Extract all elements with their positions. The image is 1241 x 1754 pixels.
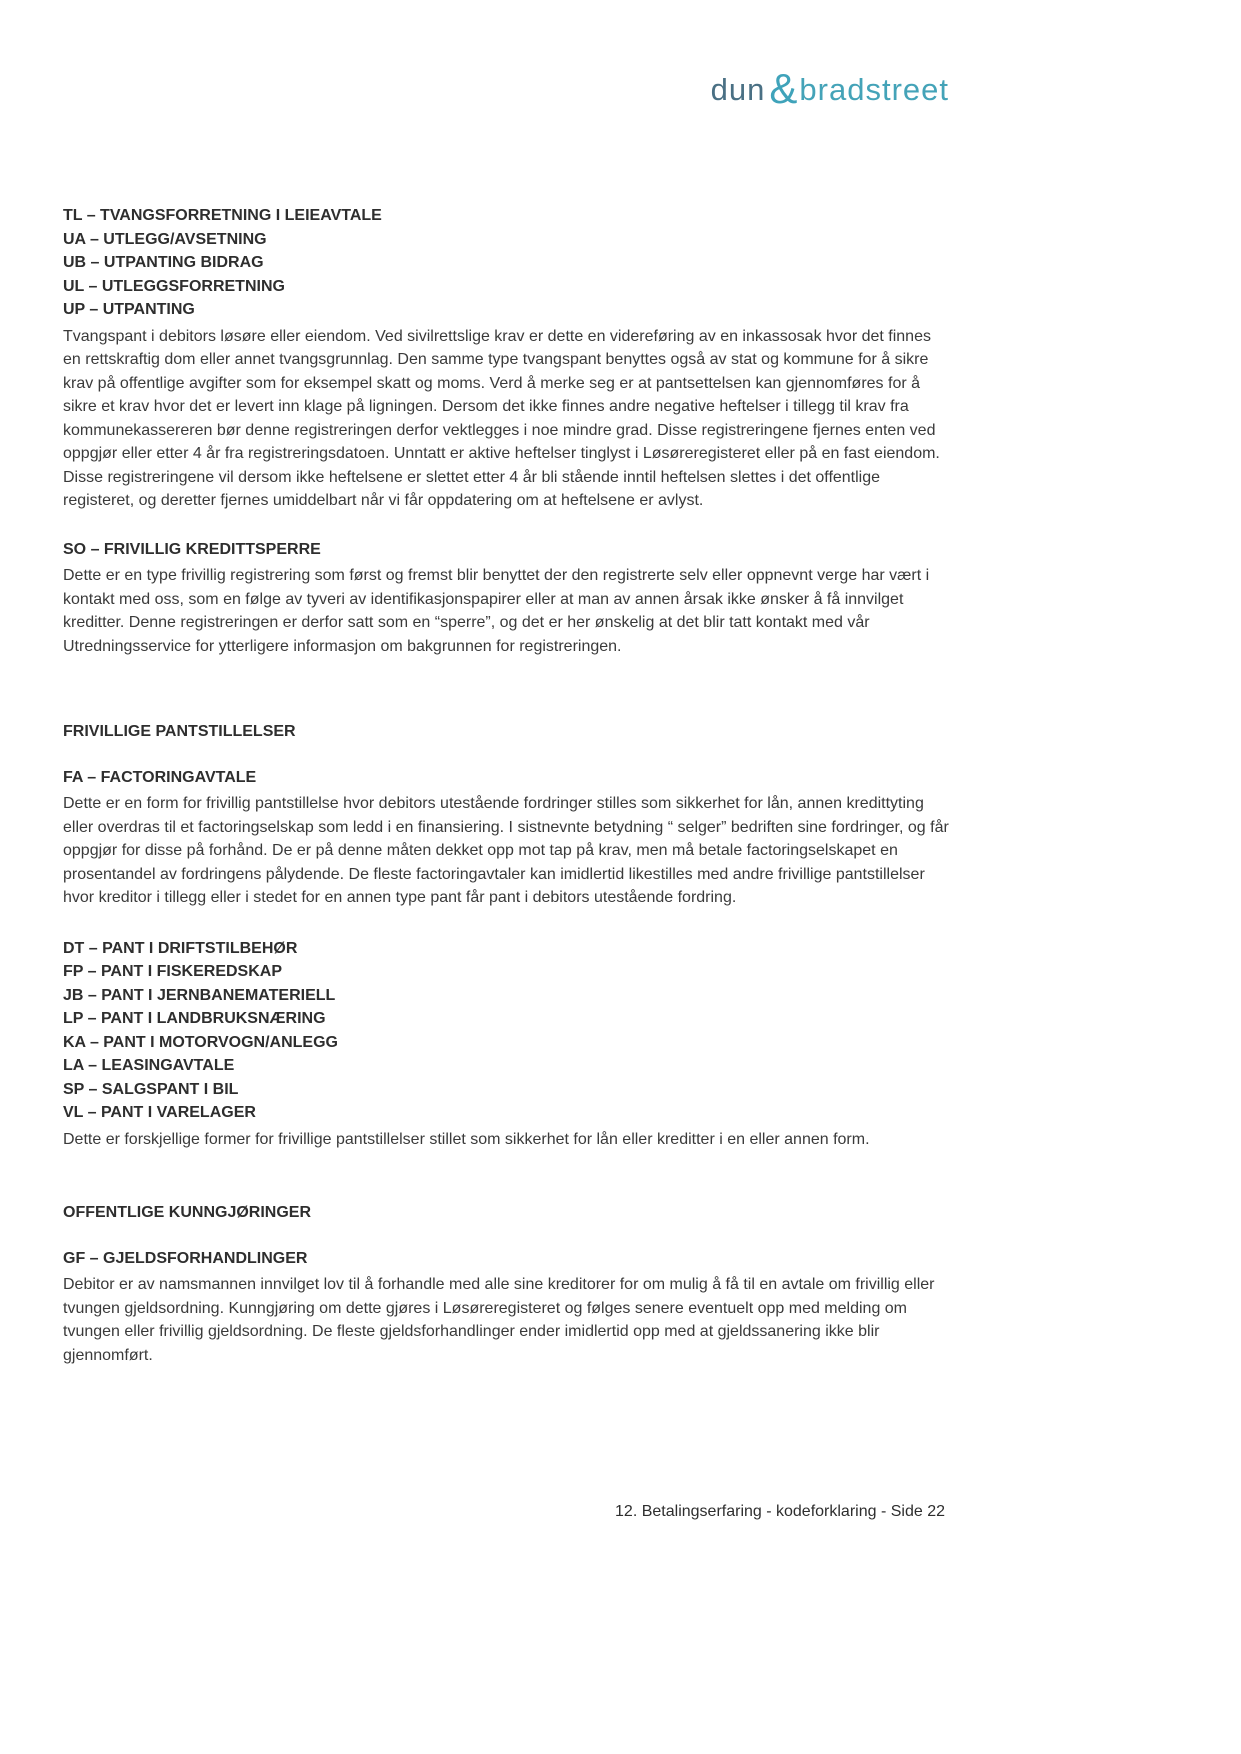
section-title-frivillige-pantstillelser: FRIVILLIGE PANTSTILLELSER (63, 723, 296, 740)
section-kredittsperre (63, 538, 951, 659)
code-heading-dt: DT – PANT I DRIFTSTILBEHØR (63, 939, 298, 957)
code-heading-up: UP – UTPANTING (63, 301, 195, 318)
section-tvangsforretninger (63, 204, 951, 513)
code-heading-la: LA – LEASINGAVTALE (63, 1057, 235, 1074)
paragraph-gjeldsforhandlinger: Debitor er av namsmannen innvilget lov til å forhandle med alle sine kreditorer for om mulig å få til en avtale om frivillig eller tvungen gjeldsordning. Kunngjøring om dette gjøres i Løsøreregisteret og følges senere eventuelt opp med melding om tvungen eller frivillig gjeldsordning. De fleste gjeldsforhandlinger ender imidlertid opp med at gjeldssanering ikke blir gjennomført. (63, 1276, 935, 1364)
code-heading-lp: LP – PANT I LANDBRUKSNÆRING (63, 1010, 326, 1027)
code-heading-ul: UL – UTLEGGSFORRETNING (63, 277, 285, 295)
logo-bradstreet-text: bradstreet (799, 72, 949, 107)
logo-dun-text: dun (710, 72, 766, 107)
code-heading-ua: UA – UTLEGG/AVSETNING (63, 230, 267, 248)
code-heading-fa: FA – FACTORINGAVTALE (63, 768, 257, 786)
code-heading-tl: TL – TVANGSFORRETNING I LEIEAVTALE (63, 207, 382, 224)
section-title-offentlige-kunngjoringer: OFFENTLIGE KUNNGJØRINGER (63, 1204, 312, 1221)
section-gjeldsforhandlinger (63, 1247, 951, 1368)
dun-bradstreet-logo (710, 65, 949, 112)
paragraph-tvangspant: Tvangspant i debitors løsøre eller eiendom. Ved sivilrettslige krav er dette en videreføring av en inkassosak hvor det finnes en rettskraftig dom eller annet tvangsgrunnlag. Den samme type tvangspant benyttes også av stat og kommune for å sikre krav på offentlige avgifter som for eksempel skatt og moms. Verd å merke seg er at pantsettelsen kan gjennomføres for å sikre et krav hvor det er levert inn klage på ligningen. Dersom det ikke finnes andre negative heftelser i tillegg til krav fra kommunekassereren bør denne registreringen derfor vektlegges i noe mindre grad. Disse registreringene fjernes enten ved oppgjør eller etter 4 år fra registreringsdatoen. Unntatt er aktive heftelser tinglyst i Løsøreregisteret eller på en fast eiendom. Disse registreringene vil dersom ikke heftelsene er slettet etter 4 år bli stående inntil heftelsen slettes i det offentlige registeret, og deretter fjernes umiddelbart når vi får oppdatering om at heftelsene er avlyst. (63, 327, 940, 509)
code-heading-jb: JB – PANT I JERNBANEMATERIELL (63, 986, 336, 1004)
ampersand-icon: & (769, 65, 798, 112)
page-footer: 12. Betalingserfaring - kodeforklaring - Side 22 (615, 1503, 945, 1520)
code-heading-gf: GF – GJELDSFORHANDLINGER (63, 1249, 308, 1267)
section-pant-koder (63, 937, 951, 1152)
code-heading-so: SO – FRIVILLIG KREDITTSPERRE (63, 540, 321, 558)
paragraph-factoring: Dette er en form for frivillig pantstillelse hvor debitors utestående fordringer stilles som sikkerhet for lån, annen kredittyting eller overdras til et factoringselskap som ledd i en finansiering. I sistnevnte betydning “ selger” bedriften sine fordringer, og får oppgjør for disse på forhånd. De er på denne måten dekket opp mot tap på krav, men må betale factoringselskapet en prosentandel av fordringens pålydende. De fleste factoringavtaler kan imidlertid likestilles med andre frivillige pantstillelser hvor kreditor i tillegg eller i stedet for en annen type pant får pant i debitors utestående fordring. (63, 795, 949, 906)
paragraph-kredittsperre: Dette er en type frivillig registrering som først og fremst blir benyttet der den registrerte selv eller oppnevnt verge har vært i kontakt med oss, som en følge av tyveri av identifikasjonspapirer eller at man av annen årsak ikke ønsker å få innvilget kreditter. Denne registreringen er derfor satt som en “sperre”, og det er her ønskelig at det blir tatt kontakt med vår Utredningsservice for ytterligere informasjon om bakgrunnen for registreringen. (63, 567, 930, 655)
code-heading-sp: SP – SALGSPANT I BIL (63, 1080, 239, 1098)
paragraph-pant: Dette er forskjellige former for frivillige pantstillelser stillet som sikkerhet for lån eller kreditter i en eller annen form. (63, 1130, 870, 1148)
document-content (63, 204, 951, 1367)
code-heading-vl: VL – PANT I VARELAGER (63, 1104, 256, 1121)
code-heading-ub: UB – UTPANTING BIDRAG (63, 254, 264, 271)
code-heading-ka: KA – PANT I MOTORVOGN/ANLEGG (63, 1033, 338, 1051)
section-factoringavtale (63, 766, 951, 910)
code-heading-fp: FP – PANT I FISKEREDSKAP (63, 963, 282, 980)
